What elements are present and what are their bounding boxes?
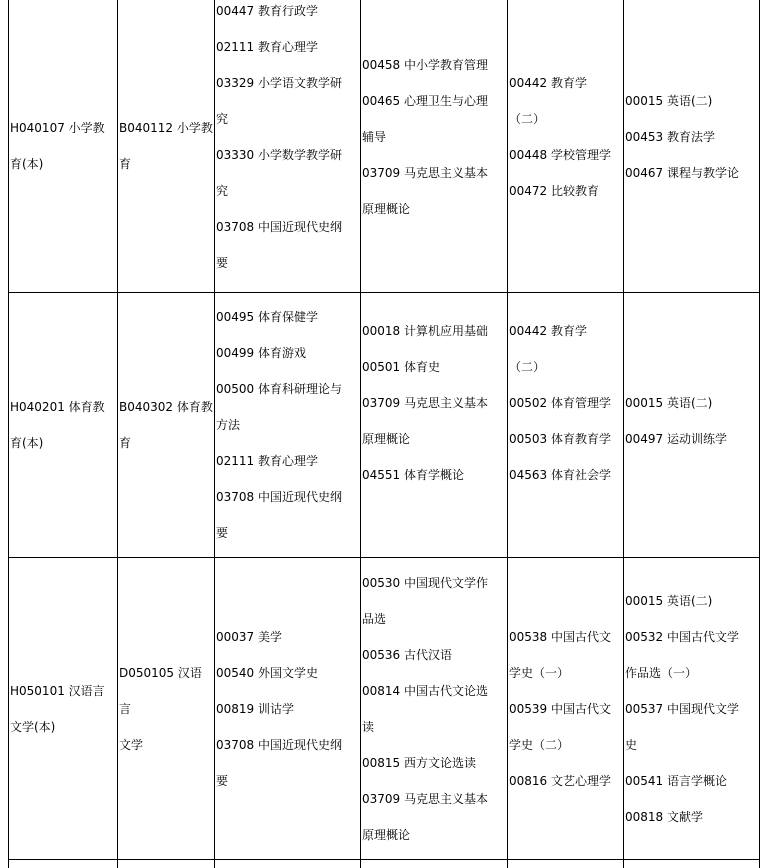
major-cell: 文学(本) bbox=[10, 719, 56, 734]
courses-col4 bbox=[362, 293, 506, 513]
base-line: D050105 汉语言 bbox=[119, 665, 202, 716]
courses-col5 bbox=[509, 293, 622, 513]
col-divider-1 bbox=[8, 0, 9, 868]
course-line: 00500 体育科研理论与 bbox=[216, 382, 342, 396]
course-line: 原理概论 bbox=[362, 432, 411, 446]
col-divider-6 bbox=[623, 0, 624, 868]
course-line: 00503 体育教育学 bbox=[509, 432, 611, 446]
major-cell: H050101 汉语言 bbox=[10, 683, 105, 698]
course-line: 辅导 bbox=[362, 130, 387, 144]
courses-col3 bbox=[216, 558, 359, 859]
course-line: 00536 古代汉语 bbox=[362, 647, 452, 662]
course-line: 学史（一） bbox=[509, 665, 570, 680]
table-row bbox=[10, 558, 116, 859]
course-line: （二） bbox=[509, 360, 546, 374]
course-line: 00018 计算机应用基础 bbox=[362, 324, 488, 338]
course-line: 00499 体育游戏 bbox=[216, 346, 306, 360]
courses-col5 bbox=[509, 0, 622, 274]
course-line: 02111 教育心理学 bbox=[216, 40, 318, 54]
course-line: 03330 小学数学教学研 bbox=[216, 148, 342, 162]
course-line: 00537 中国现代文学 bbox=[625, 701, 739, 716]
course-line: 究 bbox=[216, 184, 229, 198]
base-cell bbox=[119, 293, 213, 557]
course-line: 00819 训诂学 bbox=[216, 701, 294, 716]
course-line: 00814 中国古代文论选 bbox=[362, 683, 488, 698]
course-line: 00495 体育保健学 bbox=[216, 310, 318, 324]
major-cell: 育(本) bbox=[10, 157, 44, 171]
course-line: （二） bbox=[509, 112, 546, 126]
course-line: 要 bbox=[216, 773, 229, 788]
courses-col3 bbox=[216, 0, 359, 285]
col-divider-7 bbox=[759, 0, 760, 868]
courses-col6 bbox=[625, 558, 758, 859]
courses-col6 bbox=[625, 293, 758, 549]
course-line: 00502 体育管理学 bbox=[509, 396, 611, 410]
course-line: 03329 小学语文教学研 bbox=[216, 76, 342, 90]
base-line: B040112 小学教 bbox=[119, 121, 213, 135]
base-line: B040302 体育教 bbox=[119, 400, 213, 414]
course-line: 00818 文献学 bbox=[625, 809, 703, 824]
course-line: 原理概论 bbox=[362, 202, 411, 216]
course-line: 00447 教育行政学 bbox=[216, 4, 318, 18]
base-line: 育 bbox=[119, 436, 132, 450]
course-line: 原理概论 bbox=[362, 827, 411, 842]
course-line: 00458 中小学教育管理 bbox=[362, 58, 488, 72]
course-line: 00816 文艺心理学 bbox=[509, 773, 611, 788]
base-cell bbox=[119, 0, 213, 292]
courses-col5 bbox=[509, 558, 622, 859]
course-line: 02111 教育心理学 bbox=[216, 454, 318, 468]
table-row bbox=[10, 0, 116, 292]
col-divider-3 bbox=[214, 0, 215, 868]
course-line: 00472 比较教育 bbox=[509, 184, 599, 198]
course-line: 学史（二） bbox=[509, 737, 570, 752]
course-line: 00453 教育法学 bbox=[625, 130, 715, 144]
table-row bbox=[10, 293, 116, 557]
major-cell: H040201 体育教 bbox=[10, 400, 105, 414]
course-line: 方法 bbox=[216, 418, 241, 432]
col-divider-5 bbox=[507, 0, 508, 868]
col-divider-2 bbox=[117, 0, 118, 868]
course-line: 00015 英语(二) bbox=[625, 396, 713, 410]
course-line: 03708 中国近现代史纲 bbox=[216, 737, 342, 752]
base-line: 文学 bbox=[119, 737, 144, 752]
course-line: 00037 美学 bbox=[216, 629, 282, 644]
course-line: 03709 马克思主义基本 bbox=[362, 166, 488, 180]
course-line: 00015 英语(二) bbox=[625, 94, 713, 108]
course-line: 00532 中国古代文学 bbox=[625, 629, 739, 644]
course-line: 00442 教育学 bbox=[509, 324, 587, 338]
course-line: 究 bbox=[216, 112, 229, 126]
major-cell: 育(本) bbox=[10, 436, 44, 450]
course-line: 03708 中国近现代史纲 bbox=[216, 490, 342, 504]
course-line: 03708 中国近现代史纲 bbox=[216, 220, 342, 234]
course-line: 00501 体育史 bbox=[362, 360, 440, 374]
course-line: 00448 学校管理学 bbox=[509, 148, 611, 162]
row-divider-3 bbox=[8, 859, 760, 860]
course-line: 03709 马克思主义基本 bbox=[362, 791, 488, 806]
courses-col4 bbox=[362, 558, 506, 859]
course-line: 00541 语言学概论 bbox=[625, 773, 727, 788]
course-line: 03709 马克思主义基本 bbox=[362, 396, 488, 410]
course-line: 00530 中国现代文学作 bbox=[362, 575, 488, 590]
course-line: 00465 心理卫生与心理 bbox=[362, 94, 488, 108]
course-line: 要 bbox=[216, 526, 229, 540]
course-line: 史 bbox=[625, 737, 638, 752]
base-cell bbox=[119, 558, 213, 859]
course-line: 读 bbox=[362, 719, 375, 734]
courses-col4 bbox=[362, 0, 506, 274]
course-line: 品选 bbox=[362, 611, 387, 626]
courses-col3 bbox=[216, 293, 359, 557]
course-line: 00442 教育学 bbox=[509, 76, 587, 90]
course-line: 00497 运动训练学 bbox=[625, 432, 727, 446]
course-line: 04551 体育学概论 bbox=[362, 468, 464, 482]
course-line: 04563 体育社会学 bbox=[509, 468, 611, 482]
course-line: 00815 西方文论选读 bbox=[362, 755, 476, 770]
course-line: 00467 课程与教学论 bbox=[625, 166, 739, 180]
course-line: 00540 外国文学史 bbox=[216, 665, 318, 680]
major-cell: H040107 小学教 bbox=[10, 121, 105, 135]
course-line: 00015 英语(二) bbox=[625, 593, 713, 608]
courses-col6 bbox=[625, 0, 758, 274]
course-line: 要 bbox=[216, 256, 229, 270]
course-line: 00538 中国古代文 bbox=[509, 629, 611, 644]
base-line: 育 bbox=[119, 157, 132, 171]
col-divider-4 bbox=[360, 0, 361, 868]
course-line: 00539 中国古代文 bbox=[509, 701, 611, 716]
course-line: 作品选（一） bbox=[625, 665, 698, 680]
